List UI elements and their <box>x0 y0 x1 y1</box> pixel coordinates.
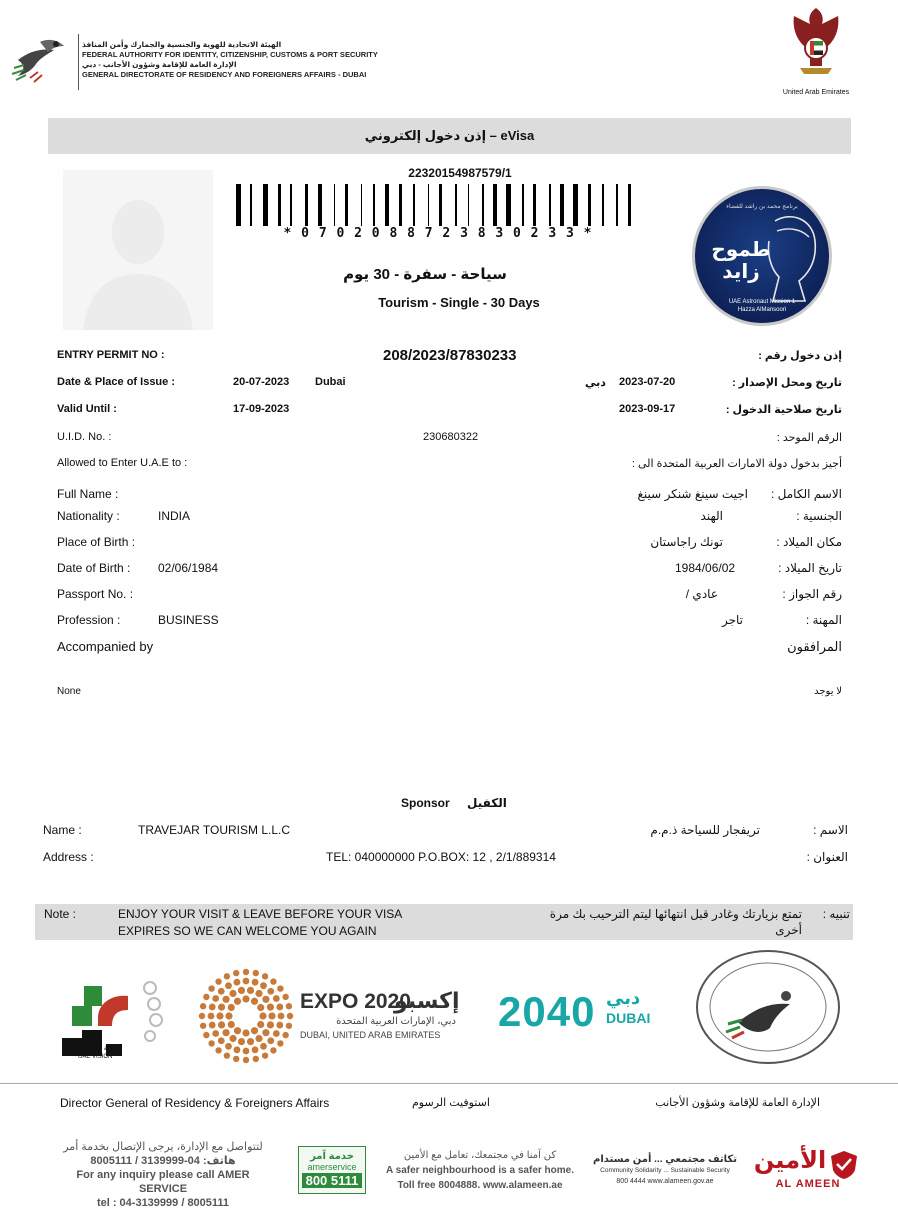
barcode-bar <box>635 184 640 226</box>
expo-dot <box>229 1035 236 1042</box>
nationality-ar: الهند <box>700 509 723 523</box>
note-label-en: Note : <box>44 907 77 921</box>
expo-dot <box>234 1027 241 1034</box>
sponsor-name-en: TRAVEJAR TOURISM L.L.C <box>138 823 291 837</box>
expo-dot <box>277 1040 283 1046</box>
expo-dot <box>251 998 258 1005</box>
expo-dot <box>242 1029 249 1036</box>
visa-type-ar: سياحة - سفرة - 30 يوم <box>343 266 507 283</box>
expo-dot <box>225 982 232 989</box>
expo-ring-icon <box>196 966 296 1066</box>
barcode-bar <box>555 184 557 226</box>
sponsor-title-ar: الكفيل <box>467 796 507 810</box>
accompanied-label-en: Accompanied by <box>57 639 154 654</box>
expo-dot <box>229 990 236 997</box>
dob-ar: 1984/06/02 <box>675 561 736 575</box>
expo-dot <box>222 1029 229 1036</box>
barcode-bar <box>461 184 464 226</box>
expo-dot <box>260 1043 267 1050</box>
expo-dot <box>243 1048 250 1055</box>
mission-program-ar: برنامج محمد بن راشد للفضاء <box>726 204 798 210</box>
solidarity-en: Community Solidarity ... Sustainable Security <box>600 1167 730 1174</box>
expo-dot <box>225 1012 232 1019</box>
falcon-icon <box>10 30 74 86</box>
barcode-bar <box>361 184 363 226</box>
barcode-bar <box>568 184 570 226</box>
expo-dot <box>270 978 276 984</box>
uae-vision-logo <box>58 966 174 1064</box>
expo-dot <box>238 1038 245 1045</box>
barcode-bar <box>628 184 631 226</box>
barcode-bar <box>501 184 503 226</box>
barcode-bar <box>419 184 424 226</box>
profession-label-en: Profession : <box>57 613 121 627</box>
dob-label-ar: تاريخ الميلاد : <box>778 561 842 575</box>
astronaut-mission-badge <box>692 186 832 326</box>
sponsor-address-label-ar: العنوان : <box>806 850 848 864</box>
barcode-bar <box>549 184 551 226</box>
dubai-2040-logo <box>498 982 668 1042</box>
barcode-bar <box>290 184 292 226</box>
accompanied-label-ar: المرافقون <box>787 639 842 654</box>
expo-dot <box>234 998 241 1005</box>
expo-dot <box>273 1030 280 1037</box>
barcode-bar <box>540 184 545 226</box>
expo-dot <box>200 1003 206 1009</box>
barcode-bar <box>428 184 430 226</box>
expo-dot <box>208 1013 215 1020</box>
expo-subtitle-en: DUBAI, UNITED ARAB EMIRATES <box>300 1030 441 1040</box>
barcode-bar <box>433 184 435 226</box>
expo-dot <box>257 1004 264 1011</box>
expo-dot <box>267 988 274 995</box>
directorate-stamp <box>696 950 840 1064</box>
alameen-en: AL AMEEN <box>775 1178 841 1190</box>
expo-dot <box>209 1022 216 1029</box>
solidarity-contact: 800 4444 www.alameen.gov.ae <box>616 1178 714 1185</box>
barcode-bar <box>588 184 591 226</box>
issue-label-ar: تاريخ ومحل الإصدار : <box>732 377 842 389</box>
expo-dot <box>212 995 219 1002</box>
expo-dot <box>224 1052 230 1058</box>
note-text-en-1: ENJOY YOUR VISIT & LEAVE BEFORE YOUR VISA <box>118 907 403 921</box>
barcode-bar <box>622 184 624 226</box>
valid-label-ar: تاريخ صلاحية الدخول : <box>725 404 842 416</box>
expo-dot <box>203 1032 209 1038</box>
birthplace-label-ar: مكان الميلاد : <box>776 535 842 549</box>
expo-dot <box>208 985 214 991</box>
expo-2020-logo <box>196 966 466 1066</box>
expo-dot <box>287 1013 293 1019</box>
al-ameen-logo <box>752 1146 864 1198</box>
uae-falcon-emblem-icon <box>786 4 846 84</box>
expo-dot <box>238 987 245 994</box>
barcode-bar <box>305 184 308 226</box>
expo-dot <box>215 978 221 984</box>
contact-en-2: tel : 04-3139999 / 8005111 <box>96 1197 230 1209</box>
uae-emblem <box>782 4 850 96</box>
amer-ar: خدمة آمر <box>310 1151 354 1162</box>
expo-dot <box>253 1056 259 1062</box>
expo-dot <box>224 973 230 979</box>
expo-dot <box>247 1038 254 1045</box>
nationality-label-ar: الجنسية : <box>796 509 842 523</box>
full-name-label-en: Full Name : <box>57 487 119 501</box>
barcode-bar <box>399 184 402 226</box>
expo-dot <box>259 1012 266 1019</box>
contact-ar-2: هاتف: 04-3139999 / 8005111 <box>90 1155 236 1167</box>
uid-label-ar: الرقم الموحد : <box>776 432 842 444</box>
barcode-bar <box>312 184 314 226</box>
valid-date-ar: 2023-09-17 <box>619 403 676 415</box>
barcode-bar <box>573 184 578 226</box>
expo-dot <box>222 996 229 1003</box>
expo-dot <box>252 979 259 986</box>
sponsor-name-label-ar: الاسم : <box>813 823 848 837</box>
barcode-bar <box>366 184 369 226</box>
mission-title-ar: طموح زايد <box>711 239 771 283</box>
evisa-title: إذن دخول إلكتروني – eVisa <box>364 128 535 143</box>
full-name-label-ar: الاسم الكامل : <box>770 487 842 501</box>
barcode-bar <box>345 184 348 226</box>
nationality-en: INDIA <box>158 509 191 523</box>
barcode-bar <box>616 184 618 226</box>
allowed-label-en: Allowed to Enter U.A.E to : <box>57 457 188 469</box>
expo-dot <box>212 1030 219 1037</box>
full-name-ar: اجيت سينغ شنكر سينغ <box>637 487 748 501</box>
permit-label-en: ENTRY PERMIT NO : <box>57 349 165 361</box>
mission-caption-en: UAE Astronaut Mission 1 <box>728 299 796 305</box>
expo-dot <box>243 978 250 985</box>
expo-subtitle-ar: دبي، الإمارات العربية المتحدة <box>336 1016 456 1027</box>
barcode-bar <box>608 184 613 226</box>
solidarity-block <box>590 1154 740 1185</box>
expo-dot <box>218 1037 225 1044</box>
stamp-falcon-icon <box>698 952 838 1062</box>
barcode-bar <box>515 184 518 226</box>
directorate-name-en: GENERAL DIRECTORATE OF RESIDENCY AND FOREIGNERS AFFAIRS - DUBAI <box>82 70 367 79</box>
expo-dot <box>199 1013 205 1019</box>
expo-dot <box>262 973 268 979</box>
issue-date-ar: 2023-07-20 <box>619 376 676 388</box>
authority-name-ar: الهيئة الاتحادية للهوية والجنسية والجمارك وأمن المنافذ <box>82 40 282 49</box>
note-label-ar: تنبيه : <box>822 907 850 921</box>
expo-dot <box>218 988 225 995</box>
permit-number: 208/2023/87830233 <box>383 347 517 364</box>
barcode-bar <box>352 184 357 226</box>
barcode-bar <box>533 184 536 226</box>
dob-en: 02/06/1984 <box>158 561 219 575</box>
expo-dot <box>225 1043 232 1050</box>
amer-service-logo <box>298 1146 366 1194</box>
mission-caption-name: Hazza AlMansoori <box>737 307 787 313</box>
sponsor-title-en: Sponsor <box>401 796 450 810</box>
issue-label-en: Date & Place of Issue : <box>57 376 175 388</box>
expo-dot <box>276 1004 283 1011</box>
sponsor-address-label-en: Address : <box>43 850 94 864</box>
expo-dot <box>277 985 283 991</box>
barcode-bar <box>318 184 323 226</box>
barcode-bar <box>482 184 484 226</box>
barcode-bar <box>326 184 329 226</box>
expo-dot <box>278 1013 285 1020</box>
ameen-en-2: Toll free 8004888. www.alameen.ae <box>397 1180 563 1191</box>
amer-en: amerservice <box>307 1162 357 1172</box>
expo-dot <box>262 996 269 1003</box>
barcode-bar <box>493 184 496 226</box>
expo-dot <box>209 1004 216 1011</box>
accompanied-ar: لا يوجد <box>814 686 842 697</box>
emblem-caption: United Arab Emirates <box>782 89 850 96</box>
barcode-bar <box>385 184 390 226</box>
profession-en: BUSINESS <box>158 613 219 627</box>
expo-dot <box>242 995 249 1002</box>
contact-block <box>56 1140 270 1210</box>
accompanied-en: None <box>57 686 81 697</box>
barcode-bar <box>602 184 604 226</box>
barcode <box>236 184 640 226</box>
barcode-bar <box>473 184 478 226</box>
barcode-bar <box>413 184 415 226</box>
solidarity-ar: تكاتف مجتمعي ... أمن مستدام <box>593 1154 737 1165</box>
expo-dot <box>218 1004 225 1011</box>
expo-dot <box>267 1037 274 1044</box>
barcode-bar <box>406 184 409 226</box>
expo-dot <box>257 1021 264 1028</box>
expo-title-ar: إكسبو <box>394 988 460 1013</box>
expo-dot <box>234 1046 241 1053</box>
expo-dot <box>273 995 280 1002</box>
alameen-ar: الأمين <box>753 1147 827 1174</box>
expo-dot <box>260 982 267 989</box>
valid-label-en: Valid Until : <box>57 403 117 415</box>
issue-place-en: Dubai <box>315 376 346 388</box>
expo-dot <box>228 1004 235 1011</box>
valid-date-en: 17-09-2023 <box>233 403 290 415</box>
barcode-bar <box>296 184 301 226</box>
ameen-shield-icon <box>830 1150 858 1180</box>
expo-dot <box>216 1012 223 1019</box>
barcode-bar <box>446 184 451 226</box>
visa-type-en: Tourism - Single - 30 Days <box>378 295 540 310</box>
footer-separator <box>0 1083 898 1084</box>
expo-dot <box>243 969 249 975</box>
birthplace-ar: تونك راجاستان <box>650 535 723 549</box>
permit-label-ar: إذن دخول رقم : <box>758 350 842 362</box>
barcode-bar <box>236 184 241 226</box>
contact-en-1: For any inquiry please call AMER SERVICE <box>76 1169 250 1195</box>
dob-label-en: Date of Birth : <box>57 561 131 575</box>
profession-ar: تاجر <box>721 613 743 627</box>
expo-dot <box>215 1047 221 1053</box>
barcode-bar <box>528 184 530 226</box>
dubai-ar: دبي <box>606 988 641 1008</box>
sponsor-name-label-en: Name : <box>43 823 82 837</box>
header-divider <box>78 34 79 90</box>
issue-place-ar: دبي <box>585 377 606 389</box>
barcode-digits: * 0 7 0 2 0 8 8 7 2 3 8 3 0 2 3 3 * <box>283 226 593 241</box>
expo-dot <box>255 990 262 997</box>
authority-logo <box>10 30 74 86</box>
expo-dot <box>255 1035 262 1042</box>
expo-dot <box>234 979 241 986</box>
person-silhouette-icon <box>63 170 213 330</box>
expo-dot <box>286 1023 292 1029</box>
barcode-bar <box>595 184 598 226</box>
expo-dot <box>200 1023 206 1029</box>
expo-dot <box>270 1047 276 1053</box>
barcode-bar <box>250 184 252 226</box>
ameen-ar: كن آمنا في مجتمعك، تعامل مع الأمين <box>403 1150 557 1161</box>
expo-dot <box>203 994 209 1000</box>
expo-dot <box>262 1052 268 1058</box>
director-title-en: Director General of Residency & Foreigners Affairs <box>60 1096 330 1110</box>
uid-label-en: U.I.D. No. : <box>57 431 112 443</box>
expo-dot <box>243 1057 249 1063</box>
barcode-bar <box>373 184 375 226</box>
expo-dot <box>208 1040 214 1046</box>
barcode-bar <box>488 184 490 226</box>
uae-vision-ar: رؤية الإمارات <box>78 1045 117 1052</box>
birthplace-label-en: Place of Birth : <box>57 535 136 549</box>
sponsor-name-ar: تريفجار للسياحة ذ.م.م <box>650 823 760 837</box>
barcode-bar <box>379 184 381 226</box>
barcode-bar <box>339 184 341 226</box>
barcode-bar <box>582 184 584 226</box>
allowed-label-ar: أجيز بدخول دولة الامارات العربية المتحدة الى : <box>631 458 842 470</box>
expo-dot <box>253 970 259 976</box>
barcode-bar <box>272 184 274 226</box>
expo-dot <box>218 1021 225 1028</box>
note-text-en-2: EXPIRES SO WE CAN WELCOME YOU AGAIN <box>118 924 377 938</box>
contact-ar-1: لتتواصل مع الإدارة، يرجى الإتصال بخدمة أمر <box>63 1141 263 1153</box>
expo-dot <box>282 994 288 1000</box>
expo-dot <box>267 1021 274 1028</box>
barcode-bar <box>506 184 511 226</box>
expo-dot <box>282 1032 288 1038</box>
authority-text <box>82 40 378 80</box>
expo-dot <box>267 1004 274 1011</box>
ameen-en-1: A safer neighbourhood is a safer home. <box>386 1165 574 1176</box>
ameen-block <box>380 1148 580 1193</box>
barcode-bar <box>263 184 268 226</box>
nationality-label-en: Nationality : <box>57 509 120 523</box>
evisa-title-bar <box>48 118 851 154</box>
note-text-ar-2: أخرى <box>775 923 802 937</box>
director-title-ar: الإدارة العامة للإقامة وشؤون الأجانب <box>655 1097 820 1109</box>
applicant-photo <box>63 170 213 330</box>
profession-label-ar: المهنة : <box>805 613 842 627</box>
directorate-name-ar: الإدارة العامة للإقامة وشؤون الأجانب - دبي <box>82 60 237 69</box>
barcode-bar <box>285 184 287 226</box>
expo-dot <box>268 1012 275 1019</box>
expo-dot <box>262 1029 269 1036</box>
passport-ar: عادي / <box>685 587 718 601</box>
fees-paid-ar: استوفيت الرسوم <box>412 1097 490 1109</box>
passport-label-en: Passport No. : <box>57 587 134 601</box>
dubai-2040-year: 2040 <box>498 988 596 1035</box>
amer-number: 800 5111 <box>302 1173 362 1188</box>
expo-dot <box>286 1003 292 1009</box>
expo-title-en: EXPO 2020 <box>300 990 411 1013</box>
expo-dot <box>247 987 254 994</box>
passport-label-ar: رقم الجواز : <box>782 587 842 601</box>
uid-value: 230680322 <box>423 431 479 443</box>
barcode-bar <box>455 184 457 226</box>
barcode-bar <box>560 184 563 226</box>
uae-vision-en: UAE VISION <box>78 1054 113 1060</box>
expo-dot <box>276 1022 283 1029</box>
expo-dot <box>233 1056 239 1062</box>
issue-date-en: 20-07-2023 <box>233 376 290 388</box>
barcode-bar <box>334 184 336 226</box>
barcode-bar <box>393 184 395 226</box>
expo-dot <box>233 970 239 976</box>
barcode-number: 22320154987579/1 <box>408 166 512 180</box>
barcode-bar <box>256 184 259 226</box>
authority-name-en: FEDERAL AUTHORITY FOR IDENTITY, CITIZENSHIP, CUSTOMS & PORT SECURITY <box>82 50 378 59</box>
barcode-bar <box>522 184 524 226</box>
expo-dot <box>228 1021 235 1028</box>
note-text-ar-1: تمتع بزيارتك وغادر قبل انتهائها ليتم الترحيب بك مرة <box>549 907 802 921</box>
expo-dot <box>252 1046 259 1053</box>
barcode-bar <box>245 184 247 226</box>
sponsor-address-value: TEL: 040000000 P.O.BOX: 12 , 2/1/889314 <box>326 850 556 864</box>
dubai-en: DUBAI <box>606 1010 651 1026</box>
barcode-bar <box>468 184 470 226</box>
barcode-bar <box>278 184 281 226</box>
barcode-bar <box>439 184 442 226</box>
expo-dot <box>251 1027 258 1034</box>
